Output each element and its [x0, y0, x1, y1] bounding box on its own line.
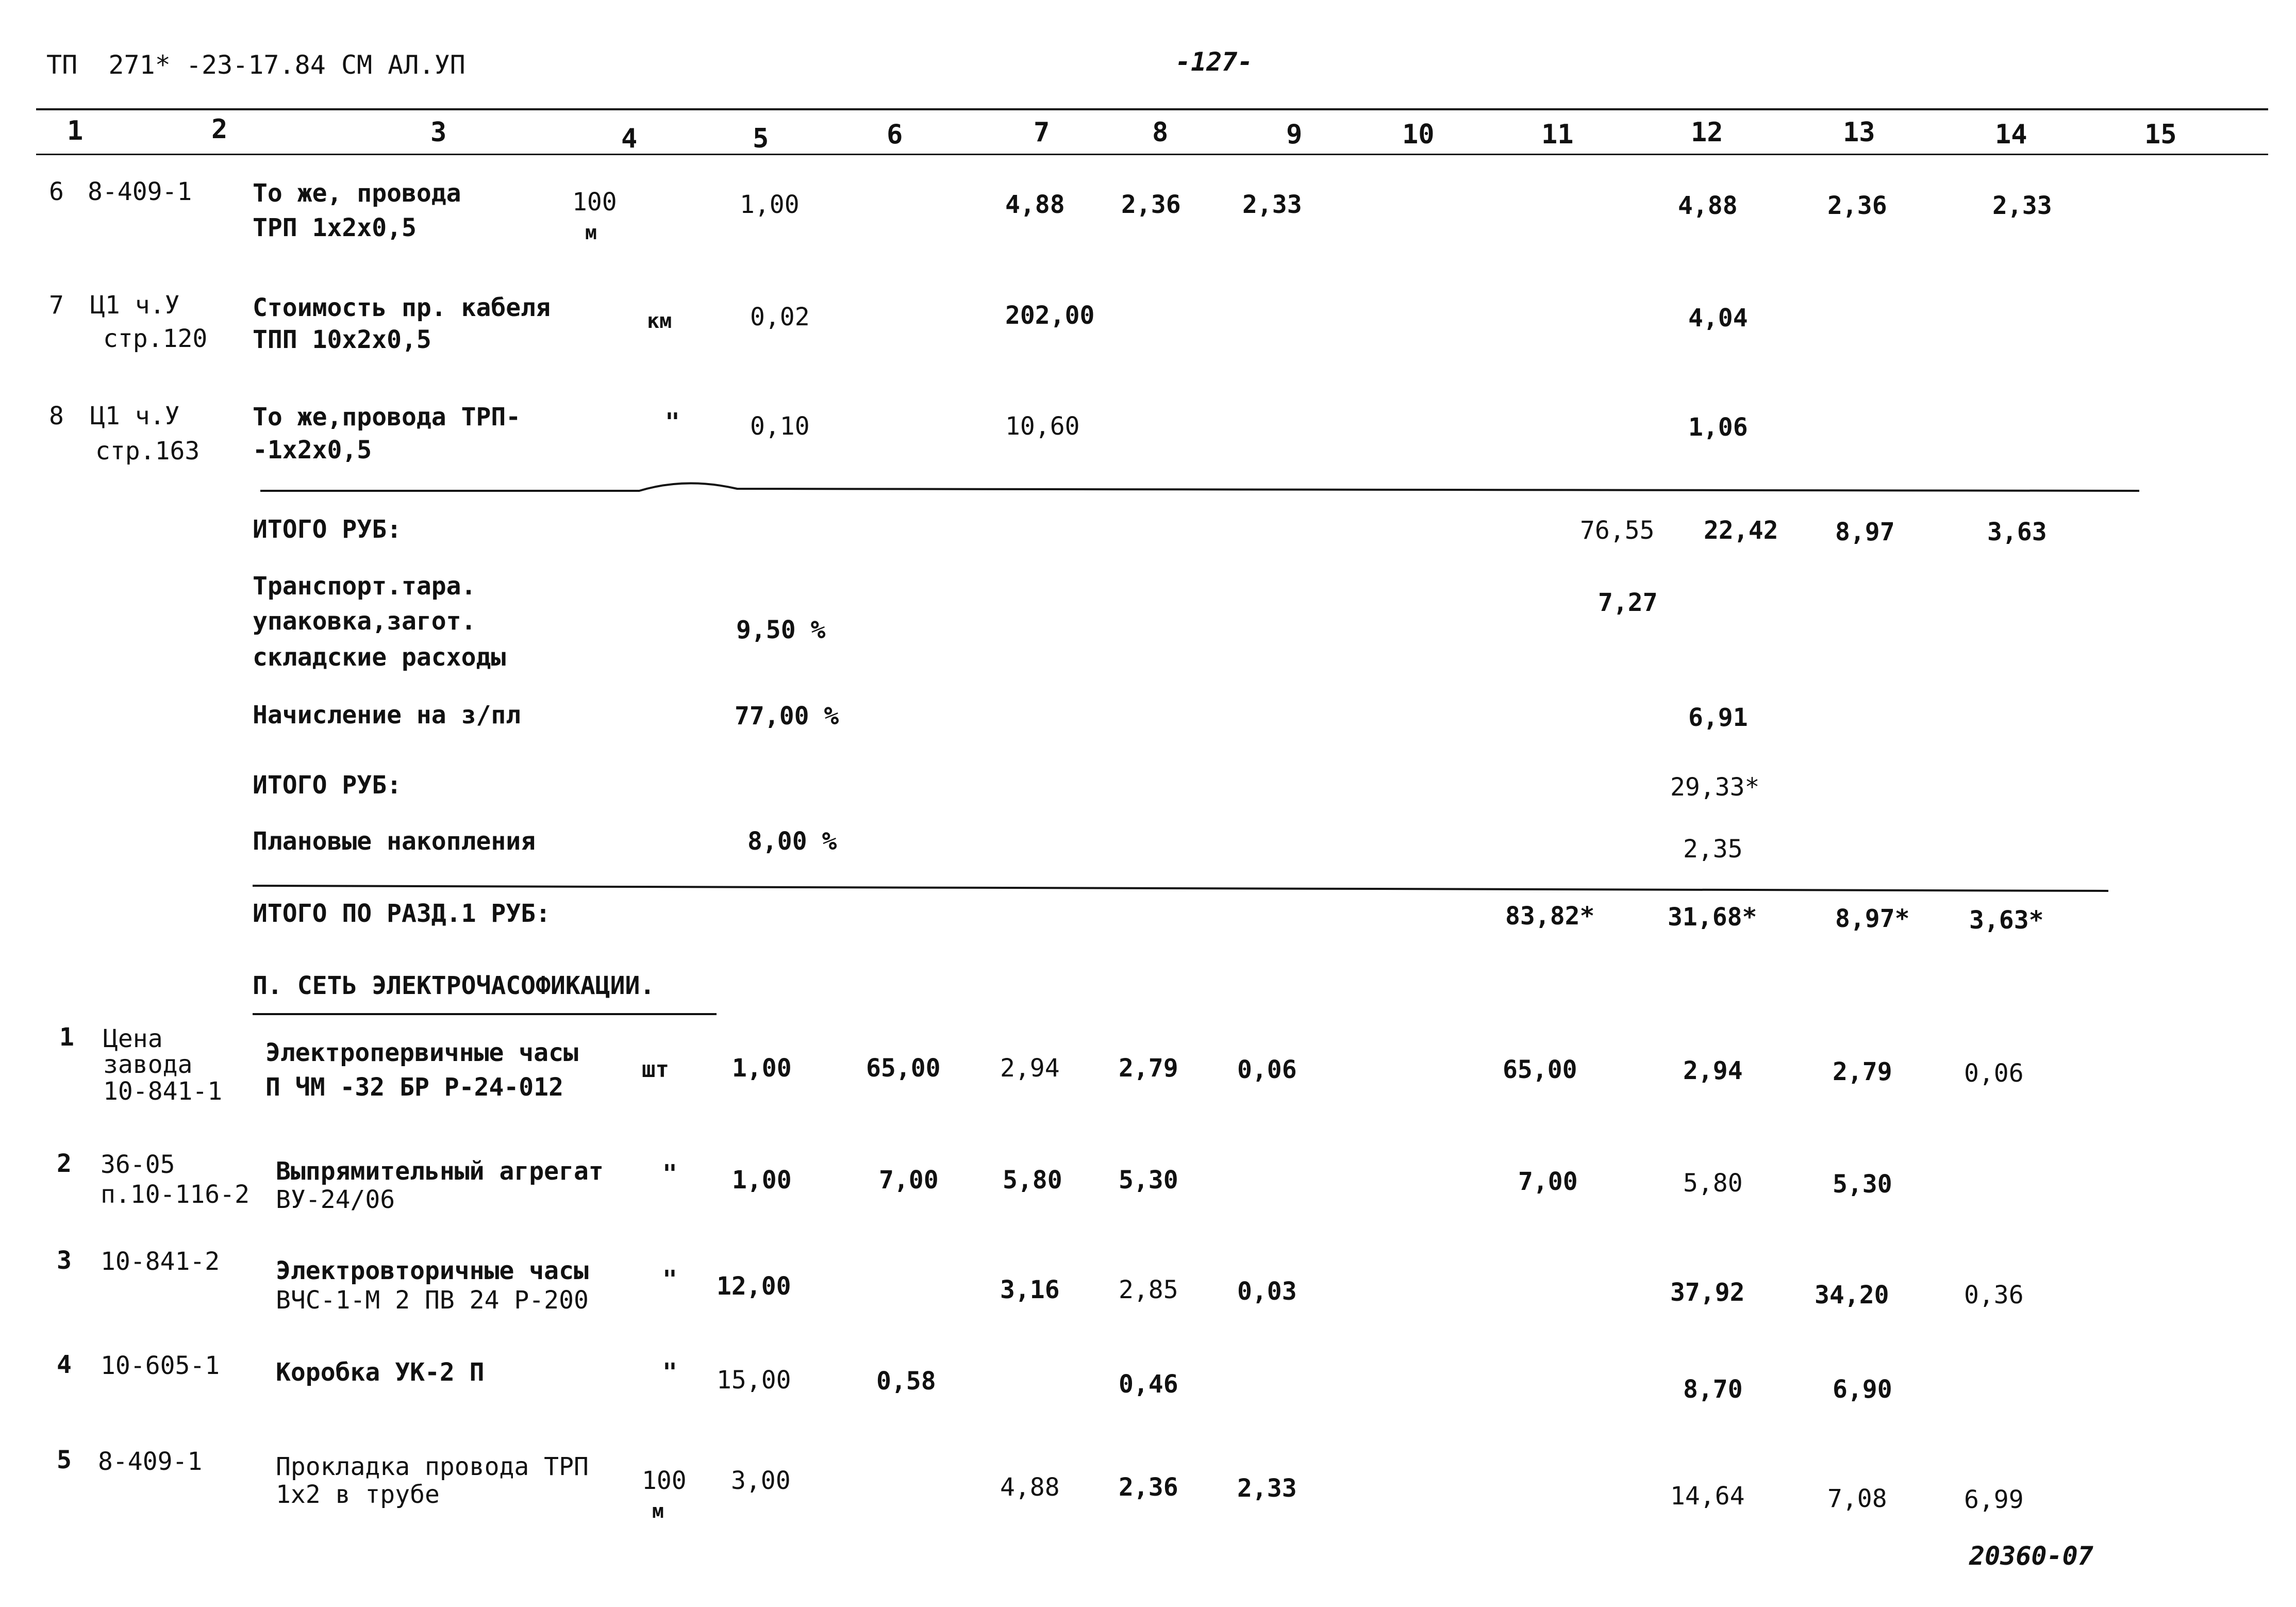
col12-value: 37,92 — [1670, 1278, 1745, 1307]
row-number: 4 — [57, 1350, 72, 1379]
col8-value: 5,30 — [1119, 1166, 1178, 1195]
row-number: 5 — [57, 1446, 72, 1475]
col12-value: 4,04 — [1688, 304, 1748, 333]
transport-percent: 9,50 % — [736, 616, 826, 644]
col8-value: 2,36 — [1121, 190, 1181, 219]
item-name-line1: Прокладка провода ТРП — [276, 1452, 589, 1481]
col12-value: 2,94 — [1683, 1056, 1743, 1085]
col-number-13: 13 — [1843, 117, 1875, 148]
col9-value: 2,33 — [1237, 1474, 1297, 1503]
col8-value: 2,79 — [1119, 1054, 1178, 1083]
item-name-line1: Коробка УК-2 П — [276, 1358, 485, 1387]
col9-value: 0,03 — [1237, 1277, 1297, 1306]
section-total-col12: 31,68* — [1668, 903, 1757, 932]
document-code: ТП 271* -23-17.84 СМ АЛ.УП — [46, 50, 465, 80]
basis-code-line2: п.10-116-2 — [101, 1180, 249, 1209]
col14-value: 2,33 — [1992, 191, 2052, 220]
col9-value: 0,06 — [1237, 1055, 1297, 1084]
col7-value: 4,88 — [1000, 1473, 1060, 1502]
col12-value: 4,88 — [1678, 191, 1738, 220]
total-col11: 76,55 — [1580, 516, 1655, 545]
col14-value: 6,99 — [1964, 1485, 2024, 1514]
unit-line1: " — [662, 1358, 677, 1387]
item-name-line2: ТРП 1х2х0,5 — [253, 213, 417, 242]
unit-line1: шт — [642, 1056, 669, 1083]
section-total-col11: 83,82* — [1505, 902, 1595, 931]
col8-value: 0,46 — [1119, 1370, 1178, 1399]
col12-value: 5,80 — [1683, 1169, 1743, 1198]
col13-value: 34,20 — [1815, 1281, 1889, 1310]
planned-label: Плановые накопления — [253, 827, 536, 856]
unit-line1: " — [662, 1159, 677, 1188]
payroll-label: Начисление на з/пл — [253, 701, 521, 730]
total-label: ИТОГО РУБ: — [253, 515, 402, 544]
col6-value: 7,00 — [879, 1166, 939, 1195]
item-name-line2: ВЧС-1-М 2 ПВ 24 Р-200 — [276, 1286, 589, 1315]
basis-code-line2: завода — [103, 1050, 193, 1079]
basis-code: Цена — [103, 1024, 163, 1053]
col7-value: 202,00 — [1005, 301, 1095, 330]
unit-line1: 100 — [572, 188, 617, 217]
col6-value: 0,58 — [876, 1367, 936, 1396]
item-name-line1: Выпрямительный агрегат — [276, 1157, 604, 1186]
col8-value: 2,85 — [1119, 1275, 1178, 1304]
col-number-7: 7 — [1034, 117, 1050, 148]
unit-line1: км — [647, 309, 672, 333]
item-name-line2: ТПП 10х2х0,5 — [253, 325, 431, 354]
total-col12: 22,42 — [1704, 516, 1778, 545]
item-name-line1: Электровторичные часы — [276, 1256, 589, 1285]
basis-code: 36-05 — [101, 1150, 175, 1179]
col13-value: 2,79 — [1833, 1057, 1892, 1086]
section-total-label: ИТОГО ПО РАЗД.1 РУБ: — [253, 899, 551, 928]
unit-line2: м — [585, 221, 597, 244]
payroll-col12: 6,91 — [1688, 703, 1748, 732]
col-number-12: 12 — [1691, 117, 1723, 148]
total2-col12: 29,33* — [1670, 773, 1760, 802]
col13-value: 2,36 — [1827, 191, 1887, 220]
basis-code: 8-409-1 — [98, 1447, 203, 1476]
total-col14: 3,63 — [1987, 518, 2047, 546]
basis-page: стр.120 — [103, 324, 208, 353]
col11-value: 7,00 — [1518, 1167, 1578, 1196]
item-name-line2: ВУ-24/06 — [276, 1185, 395, 1214]
section-total-col13: 8,97* — [1835, 904, 1910, 933]
total2-label: ИТОГО РУБ: — [253, 771, 402, 800]
col7-value: 4,88 — [1005, 190, 1065, 219]
col11-value: 65,00 — [1503, 1055, 1577, 1084]
transport-label-line3: складские расходы — [253, 643, 506, 672]
unit-line1: 100 — [642, 1466, 687, 1495]
item-name-line1: Электропервичные часы — [265, 1038, 578, 1067]
item-name-line2: 1х2 в трубе — [276, 1480, 440, 1509]
basis-code: 8-409-1 — [88, 177, 192, 206]
col5-value: 1,00 — [732, 1166, 792, 1195]
col12-value: 14,64 — [1670, 1482, 1745, 1511]
col-number-6: 6 — [887, 119, 903, 150]
col8-value: 2,36 — [1119, 1473, 1178, 1502]
col14-value: 0,06 — [1964, 1059, 2024, 1088]
col-number-2: 2 — [211, 114, 228, 145]
basis-code: 10-841-2 — [101, 1247, 220, 1276]
archive-number: 20360-07 — [1969, 1541, 2093, 1571]
unit-line1: " — [665, 408, 680, 437]
col13-value: 7,08 — [1827, 1484, 1887, 1513]
item-name-line1: То же, провода — [253, 179, 461, 208]
col-number-3: 3 — [430, 117, 447, 148]
transport-label-line2: упаковка,загот. — [253, 607, 476, 636]
basis-code: Ц1 ч.У — [90, 291, 180, 320]
row-number: 8 — [49, 402, 64, 430]
col6-value: 65,00 — [866, 1054, 941, 1083]
payroll-percent: 77,00 % — [735, 702, 839, 731]
row-number: 2 — [57, 1149, 72, 1178]
page-number: -127- — [1175, 47, 1253, 77]
basis-code: Ц1 ч.У — [90, 402, 180, 430]
planned-col12: 2,35 — [1683, 835, 1743, 864]
col-number-5: 5 — [753, 123, 769, 154]
col5-value: 15,00 — [717, 1366, 791, 1395]
col-number-1: 1 — [67, 115, 84, 146]
planned-percent: 8,00 % — [747, 827, 837, 856]
total-col13: 8,97 — [1835, 518, 1895, 546]
unit-line1: " — [662, 1265, 677, 1294]
col13-value: 6,90 — [1833, 1375, 1892, 1404]
item-name-line2: П ЧМ -32 БР Р-24-012 — [265, 1073, 563, 1102]
unit-line2: м — [652, 1500, 664, 1522]
item-name-line1: То же,провода ТРП- — [253, 403, 521, 432]
col5-value: 0,02 — [750, 303, 810, 332]
col14-value: 0,36 — [1964, 1281, 2024, 1310]
col7-value: 10,60 — [1005, 412, 1080, 441]
col5-value: 1,00 — [732, 1054, 792, 1083]
item-name-line1: Стоимость пр. кабеля — [253, 293, 551, 322]
basis-code-line3: 10-841-1 — [103, 1077, 223, 1106]
col9-value: 2,33 — [1242, 190, 1302, 219]
col5-value: 12,00 — [717, 1272, 791, 1301]
item-name-line2: -1х2х0,5 — [253, 436, 372, 465]
col5-value: 3,00 — [731, 1466, 791, 1495]
col-number-15: 15 — [2144, 119, 2177, 150]
transport-col11: 7,27 — [1598, 588, 1658, 617]
col12-value: 8,70 — [1683, 1375, 1743, 1404]
col-number-11: 11 — [1541, 119, 1574, 150]
col-number-4: 4 — [621, 123, 638, 154]
col5-value: 0,10 — [750, 412, 810, 441]
col7-value: 2,94 — [1000, 1054, 1060, 1083]
col7-value: 5,80 — [1003, 1166, 1062, 1195]
col-number-9: 9 — [1286, 119, 1303, 150]
col-number-8: 8 — [1152, 117, 1169, 148]
section2-title: П. СЕТЬ ЭЛЕКТРОЧАСОФИКАЦИИ. — [253, 971, 655, 1000]
col-number-10: 10 — [1402, 119, 1435, 150]
row-number: 6 — [49, 177, 64, 206]
row-number: 7 — [49, 291, 64, 320]
col-number-14: 14 — [1995, 119, 2027, 150]
basis-page: стр.163 — [95, 437, 200, 466]
section-total-col14: 3,63* — [1969, 906, 2044, 935]
row-number: 1 — [59, 1023, 74, 1052]
col13-value: 5,30 — [1833, 1170, 1892, 1199]
col5-value: 1,00 — [740, 190, 800, 219]
basis-code: 10-605-1 — [101, 1351, 220, 1380]
row-number: 3 — [57, 1246, 72, 1275]
col12-value: 1,06 — [1688, 413, 1748, 442]
transport-label-line1: Транспорт.тара. — [253, 572, 476, 601]
col7-value: 3,16 — [1000, 1275, 1060, 1304]
